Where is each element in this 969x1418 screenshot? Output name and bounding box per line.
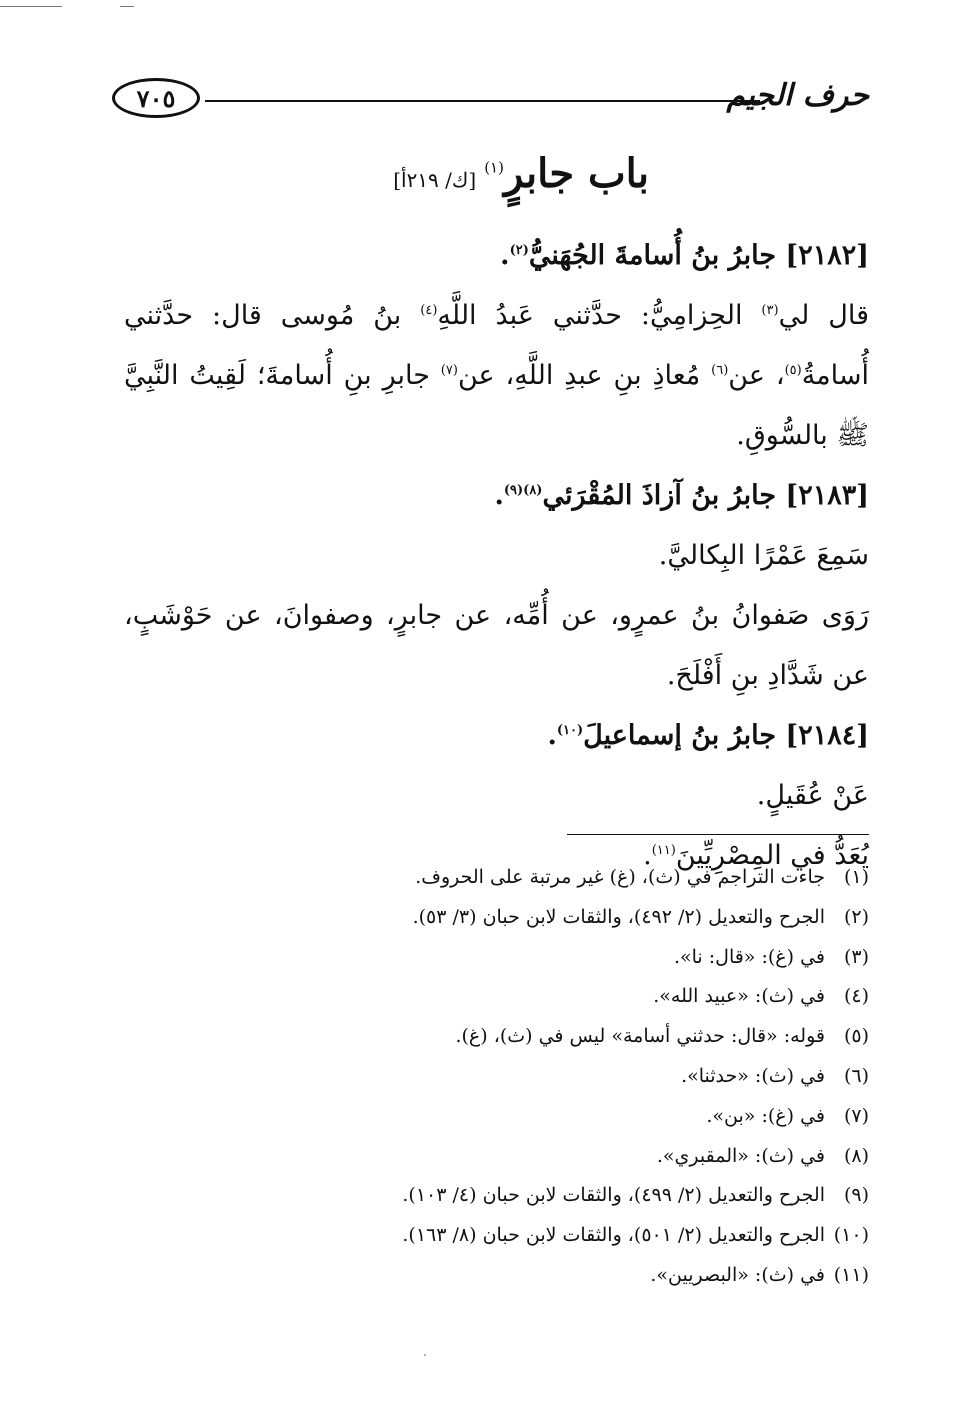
main-text bbox=[124, 226, 869, 886]
entry-paragraph bbox=[124, 526, 869, 586]
entry-heading-text: [٢١٨٣] جابرُ بنُ آزاذَ المُقْرَئي bbox=[542, 480, 869, 511]
heading-period: . bbox=[547, 720, 557, 751]
footnote-number: (٥) bbox=[843, 1025, 869, 1048]
footnote-item bbox=[124, 858, 869, 898]
manuscript-ref: [ك/ ٢١٩أ] bbox=[393, 168, 477, 192]
footnote-ref: (٢) bbox=[509, 243, 529, 258]
footnote-ref: (٦) bbox=[711, 363, 729, 378]
footnote-ref: (٤) bbox=[420, 303, 438, 318]
text-segment: ، عن bbox=[728, 360, 785, 391]
footnote-text: في (ث): «المقبري». bbox=[656, 1144, 825, 1167]
chapter-title-text: باب جابرٍ bbox=[503, 150, 649, 197]
header-rule bbox=[205, 100, 760, 102]
text-segment: سَمِعَ عَمْرًا البِكاليَّ. bbox=[658, 540, 869, 571]
scan-edge-mark bbox=[120, 6, 134, 7]
text-segment: بنُ مُوسى قال: حدَّثني أُسامةُ bbox=[124, 300, 869, 391]
footnote-number: (٨) bbox=[843, 1144, 869, 1167]
footnote-number: (٧) bbox=[843, 1104, 869, 1127]
footnote-item bbox=[124, 977, 869, 1017]
text-segment: مُعاذِ بنِ عبدِ اللَّهِ، عن bbox=[457, 360, 712, 391]
chapter-title bbox=[393, 150, 649, 197]
footnote-ref: (٥) bbox=[784, 363, 802, 378]
footnote-text: في (غ): «قال: نا». bbox=[673, 945, 825, 968]
entry-heading-text: [٢١٨٢] جابرُ بنُ أُسامةَ الجُهَنيُّ bbox=[528, 240, 869, 271]
footnote-separator bbox=[567, 834, 869, 835]
footnote-item bbox=[124, 1176, 869, 1216]
footnote-item bbox=[124, 938, 869, 978]
footnote-ref: (٧) bbox=[440, 363, 458, 378]
scan-dot bbox=[424, 1354, 426, 1356]
footnote-item bbox=[124, 1017, 869, 1057]
entry-heading bbox=[124, 226, 869, 286]
entry-heading bbox=[124, 706, 869, 766]
footnote-number: (٣) bbox=[843, 945, 869, 968]
footnote-text: قوله: «قال: حدثني أسامة» ليس في (ث)، (غ). bbox=[455, 1025, 825, 1048]
footnotes-list bbox=[124, 858, 869, 1296]
footnote-number: (٤) bbox=[843, 985, 869, 1008]
text-segment: جابرِ بنِ أُسامةَ؛ لَقِيتُ النَّبِيَّ ﷺ بالسُّوقِ. bbox=[124, 360, 869, 451]
text-segment: قال لي bbox=[778, 300, 869, 331]
entry-paragraph bbox=[124, 766, 869, 826]
footnote-item bbox=[124, 1057, 869, 1097]
text-segment: . bbox=[643, 840, 652, 871]
entry-paragraph bbox=[124, 286, 869, 466]
footnote-number: (١١) bbox=[833, 1263, 869, 1286]
scan-edge-line bbox=[0, 6, 62, 7]
entry-heading-text: [٢١٨٤] جابرُ بنُ إسماعيلَ bbox=[583, 720, 869, 751]
footnote-ref: (٨)(٩) bbox=[503, 483, 543, 498]
footnote-number: (٩) bbox=[843, 1184, 869, 1207]
footnote-item bbox=[124, 1137, 869, 1177]
footnote-number: (١) bbox=[843, 866, 869, 888]
entry-paragraph bbox=[124, 586, 869, 706]
heading-period: . bbox=[494, 480, 504, 511]
chapter-title-note: (١) bbox=[484, 158, 504, 177]
footnote-text: الجرح والتعديل (٢/ ٤٩٢)، والثقات لابن حبان (٣/ ٥٣). bbox=[412, 905, 825, 928]
text-segment: الحِزامِيُّ: حدَّثني عَبدُ اللَّهِ bbox=[437, 300, 762, 331]
footnote-text: في (ث): «عبيد الله». bbox=[653, 985, 825, 1008]
footnote-number: (٢) bbox=[843, 905, 869, 928]
text-segment: عَنْ عُقَيلٍ. bbox=[756, 780, 869, 811]
footnote-number: (٦) bbox=[843, 1064, 869, 1087]
footnote-ref: (٣) bbox=[761, 303, 779, 318]
footnote-ref: (١٠) bbox=[556, 723, 584, 738]
footnote-ref: (١١) bbox=[651, 843, 676, 858]
running-head: حرف الجيم bbox=[726, 78, 869, 113]
footnote-item bbox=[124, 1256, 869, 1296]
footnote-item bbox=[124, 1097, 869, 1137]
footnote-number: (١٠) bbox=[833, 1224, 869, 1247]
footnote-item bbox=[124, 898, 869, 938]
footnote-text: في (غ): «بن». bbox=[706, 1104, 825, 1127]
footnote-text: في (ث): «حدثنا». bbox=[681, 1064, 825, 1087]
entry-heading bbox=[124, 466, 869, 526]
page-number: ٧٠٥ bbox=[112, 78, 200, 118]
footnote-item bbox=[124, 1216, 869, 1256]
text-segment: يُعَدُّ في المِصْرِيِّينَ bbox=[675, 840, 869, 871]
text-segment: رَوَى صَفوانُ بنُ عمرٍو، عن أُمِّه، عن جابرٍ، وصفوانَ، عن حَوْشَبٍ، عن شَدَّادِ بنِ أَفْلَحَ. bbox=[124, 600, 869, 691]
footnote-text: جاءت التراجم في (ث)، (غ) غير مرتبة على الحروف. bbox=[415, 866, 825, 888]
footnote-text: الجرح والتعديل (٢/ ٤٩٩)، والثقات لابن حبان (٤/ ١٠٣). bbox=[402, 1184, 825, 1207]
footnote-text: الجرح والتعديل (٢/ ٥٠١)، والثقات لابن حبان (٨/ ١٦٣). bbox=[402, 1224, 825, 1247]
heading-period: . bbox=[500, 240, 510, 271]
footnote-text: في (ث): «البصريين». bbox=[650, 1263, 825, 1286]
